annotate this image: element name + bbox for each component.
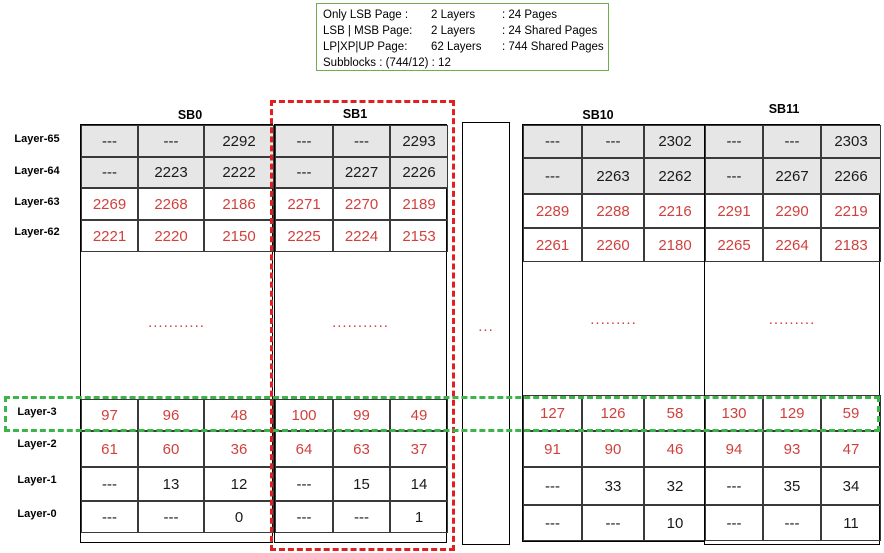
page-cell: 2220: [138, 220, 204, 252]
page-cell: ---: [523, 125, 582, 158]
page-cell: 2293: [390, 125, 448, 157]
sb10-omitted-layers-dots: .........: [590, 311, 637, 328]
page-cell: 36: [204, 431, 274, 467]
page-cell: 61: [81, 431, 138, 467]
page-cell: 2291: [705, 194, 763, 228]
page-cell: 2290: [763, 194, 821, 228]
page-cell: 34: [821, 467, 881, 505]
sb1-omitted-layers-dots: ...........: [332, 314, 389, 331]
page-cell: 97: [81, 399, 138, 431]
legend-label: [323, 7, 476, 23]
page-cell: 2219: [821, 194, 881, 228]
page-cell: 2260: [582, 228, 644, 262]
page-cell: ---: [275, 157, 333, 188]
sb11-omitted-layers-dots: .........: [768, 311, 816, 328]
page-cell: 10: [644, 505, 706, 541]
page-cell: 129: [763, 395, 821, 431]
page-cell: 49: [390, 399, 448, 431]
page-cell: 33: [582, 467, 644, 505]
legend-label-text: Only LSB Page :: [323, 9, 409, 21]
page-cell: 2289: [523, 194, 582, 228]
page-cell: 2303: [821, 125, 881, 158]
page-cell: 46: [644, 431, 706, 467]
legend-layers: 2 Layers: [431, 9, 476, 21]
page-cell: 126: [582, 395, 644, 431]
page-cell: 58: [644, 395, 706, 431]
page-cell: ---: [763, 505, 821, 541]
legend-pages: : 24 Shared Pages: [502, 25, 598, 37]
omitted-blocks-dots: ...: [478, 318, 494, 335]
page-cell: 2267: [763, 158, 821, 194]
page-cell: ---: [582, 505, 644, 541]
legend-label-text: LSB | MSB Page:: [323, 25, 413, 37]
page-cell: 32: [644, 467, 706, 505]
legend-row: [323, 23, 602, 39]
page-cell: 2288: [582, 194, 644, 228]
page-cell: 64: [275, 431, 333, 467]
page-cell: 2180: [644, 228, 706, 262]
page-cell: ---: [333, 501, 390, 533]
page-cell: 2221: [81, 220, 138, 252]
page-cell: 90: [582, 431, 644, 467]
page-cell: 63: [333, 431, 390, 467]
page-cell: 2302: [644, 125, 706, 158]
legend-box: [316, 3, 609, 71]
page-cell: 59: [821, 395, 881, 431]
page-cell: 1: [390, 501, 448, 533]
page-cell: ---: [138, 125, 204, 157]
sb10-title: SB10: [582, 108, 614, 122]
page-cell: ---: [138, 501, 204, 533]
sb0-title: SB0: [177, 108, 203, 122]
page-cell: 37: [390, 431, 448, 467]
layer-label: Layer-0: [17, 508, 57, 520]
legend-label: [323, 39, 482, 55]
legend-row: [323, 7, 602, 23]
page-cell: 130: [705, 395, 763, 431]
page-cell: 2262: [644, 158, 706, 194]
page-cell: ---: [81, 501, 138, 533]
sb1-highlight: [270, 100, 455, 551]
layer-label: Layer-1: [17, 474, 57, 486]
legend-layers: 2 Layers: [431, 25, 476, 37]
page-cell: 127: [523, 395, 582, 431]
page-cell: ---: [705, 158, 763, 194]
legend-label: [323, 55, 451, 71]
page-cell: 0: [204, 501, 274, 533]
page-cell: 2224: [333, 220, 390, 252]
page-cell: ---: [275, 501, 333, 533]
page-cell: 2183: [821, 228, 881, 262]
page-cell: 2263: [582, 158, 644, 194]
page-cell: 11: [821, 505, 881, 541]
page-cell: 2227: [333, 157, 390, 188]
page-cell: 91: [523, 431, 582, 467]
page-cell: 2223: [138, 157, 204, 188]
sb11-block: [704, 124, 880, 545]
page-cell: 35: [763, 467, 821, 505]
page-cell: 2271: [275, 188, 333, 220]
layer-label: Layer-64: [14, 165, 60, 177]
page-cell: 47: [821, 431, 881, 467]
page-cell: 99: [333, 399, 390, 431]
legend-label-text: LP|XP|UP Page:: [323, 41, 408, 53]
page-cell: 2150: [204, 220, 274, 252]
page-cell: 2226: [390, 157, 448, 188]
legend-label: [323, 23, 476, 39]
page-cell: 100: [275, 399, 333, 431]
page-cell: 14: [390, 467, 448, 501]
sb0-omitted-layers-dots: ...........: [148, 314, 205, 331]
page-cell: 2222: [204, 157, 274, 188]
sb0-block: [80, 124, 273, 543]
sb11-title: SB11: [768, 102, 800, 116]
page-cell: ---: [523, 467, 582, 505]
legend-pages: : 24 Pages: [502, 9, 557, 21]
page-cell: 2265: [705, 228, 763, 262]
page-cell: ---: [705, 505, 763, 541]
page-cell: ---: [275, 467, 333, 501]
layer-3-highlight: [4, 396, 880, 432]
page-cell: ---: [523, 505, 582, 541]
page-cell: 2269: [81, 188, 138, 220]
page-cell: 2270: [333, 188, 390, 220]
legend-row: [323, 55, 602, 71]
page-cell: ---: [763, 125, 821, 158]
page-cell: 48: [204, 399, 274, 431]
page-cell: ---: [81, 157, 138, 188]
legend-row: [323, 39, 602, 55]
sb1-title: SB1: [342, 107, 368, 121]
page-cell: ---: [523, 158, 582, 194]
legend-layers: 62 Layers: [431, 41, 482, 53]
sb10-block: [522, 124, 705, 542]
page-cell: 93: [763, 431, 821, 467]
layer-label: Layer-62: [14, 226, 60, 238]
page-cell: 60: [138, 431, 204, 467]
page-cell: 2264: [763, 228, 821, 262]
layer-label: Layer-3: [17, 406, 57, 418]
page-cell: ---: [582, 125, 644, 158]
page-cell: ---: [275, 125, 333, 157]
page-cell: 15: [333, 467, 390, 501]
page-cell: 2186: [204, 188, 274, 220]
page-cell: 2225: [275, 220, 333, 252]
page-cell: 2216: [644, 194, 706, 228]
page-cell: 2268: [138, 188, 204, 220]
page-cell: 94: [705, 431, 763, 467]
layer-label: Layer-65: [14, 133, 60, 145]
page-cell: 96: [138, 399, 204, 431]
page-cell: 2153: [390, 220, 448, 252]
layer-label: Layer-2: [17, 438, 57, 450]
legend-pages: : 744 Shared Pages: [502, 41, 604, 53]
legend-label-text: Subblocks : (744/12) : 12: [323, 57, 451, 69]
page-cell: ---: [333, 125, 390, 157]
page-cell: 2261: [523, 228, 582, 262]
page-cell: 2266: [821, 158, 881, 194]
page-cell: 13: [138, 467, 204, 501]
page-cell: ---: [705, 125, 763, 158]
page-cell: ---: [81, 467, 138, 501]
page-cell: 12: [204, 467, 274, 501]
page-cell: 2189: [390, 188, 448, 220]
page-cell: 2292: [204, 125, 274, 157]
page-cell: ---: [81, 125, 138, 157]
layer-label: Layer-63: [14, 196, 60, 208]
page-cell: ---: [705, 467, 763, 505]
